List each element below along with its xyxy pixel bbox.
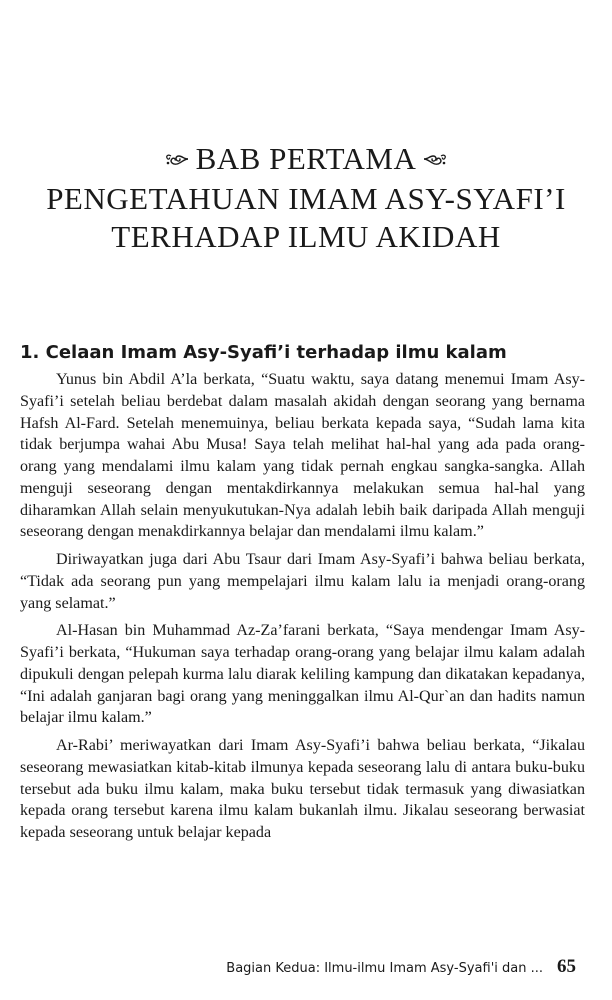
body-text: [20, 369, 585, 850]
running-footer-label: Bagian Kedua: Ilmu-ilmu Imam Asy-Syafi'i dan ...: [226, 961, 543, 976]
fleuron-left-icon: [164, 148, 190, 170]
section-heading: 1. Celaan Imam Asy-Syafi’i terhadap ilmu kalam: [20, 342, 507, 363]
page-number: 65: [557, 956, 576, 977]
paragraph: Yunus bin Abdil A’la berkata, “Suatu waktu, saya datang menemui Imam Asy-Syafi’i setelah beliau berdebat dalam masalah akidah dengan seorang yang bernama Hafsh Al-Fard. Setelah menemuinya, beliau berkata kepada saya, “Sudah lama kita tidak berjumpa wahai Abu Musa! Saya telah melihat hal-hal yang ada pada orang-orang yang mendalami ilmu kalam yang tidak pernah engkau sangka-sangka. Allah menguji seseorang dengan mentakdirkannya melakukan semua hal-hal yang diharamkan Allah selain menyukutukan-Nya adalah lebih baik daripada Allah menguji seseorang dengan menakdirkannya belajar dan mendalami ilmu kalam.”: [20, 371, 585, 541]
chapter-heading: [20, 140, 592, 256]
paragraph: Diriwayatkan juga dari Abu Tsaur dari Imam Asy-Syafi’i bahwa beliau berkata, “Tidak ada seorang pun yang mempelajari ilmu kalam lalu ia menjadi orang-orang yang selamat.”: [20, 551, 585, 612]
chapter-title-line-2: TERHADAP ILMU AKIDAH: [111, 219, 501, 254]
paragraph: Ar-Rabi’ meriwayatkan dari Imam Asy-Syafi’i bahwa beliau berkata, “Jikalau seseorang mewasiatkan kitab-kitab ilmunya kepada seseorang lalu di antara buku-buku tersebut ada buku ilmu kalam, maka buku tersebut tidak termasuk yang diwasiatkan kepada orang tersebut karena ilmu kalam bukanlah ilmu. Jikalau seseorang berwasiat kepada seseorang untuk belajar kepada: [20, 737, 585, 841]
paragraph: Al-Hasan bin Muhammad Az-Za’farani berkata, “Saya mendengar Imam Asy-Syafi’i berkata, “Hukuman saya terhadap orang-orang yang belajar ilmu kalam adalah dipukuli dengan pelepah kurma lalu diarak keliling kampung dan dikatakan kepadanya, “Ini adalah ganjaran bagi orang yang meninggalkan ilmu Al-Qur`an dan hadits namun belajar ilmu kalam.”: [20, 622, 585, 727]
chapter-label: BAB PERTAMA: [195, 141, 417, 176]
fleuron-right-icon: [422, 148, 448, 170]
page-footer: [226, 956, 576, 978]
chapter-title-line-1: PENGETAHUAN IMAM ASY-SYAFI’I: [46, 181, 566, 216]
chapter-label-line: [20, 140, 592, 178]
